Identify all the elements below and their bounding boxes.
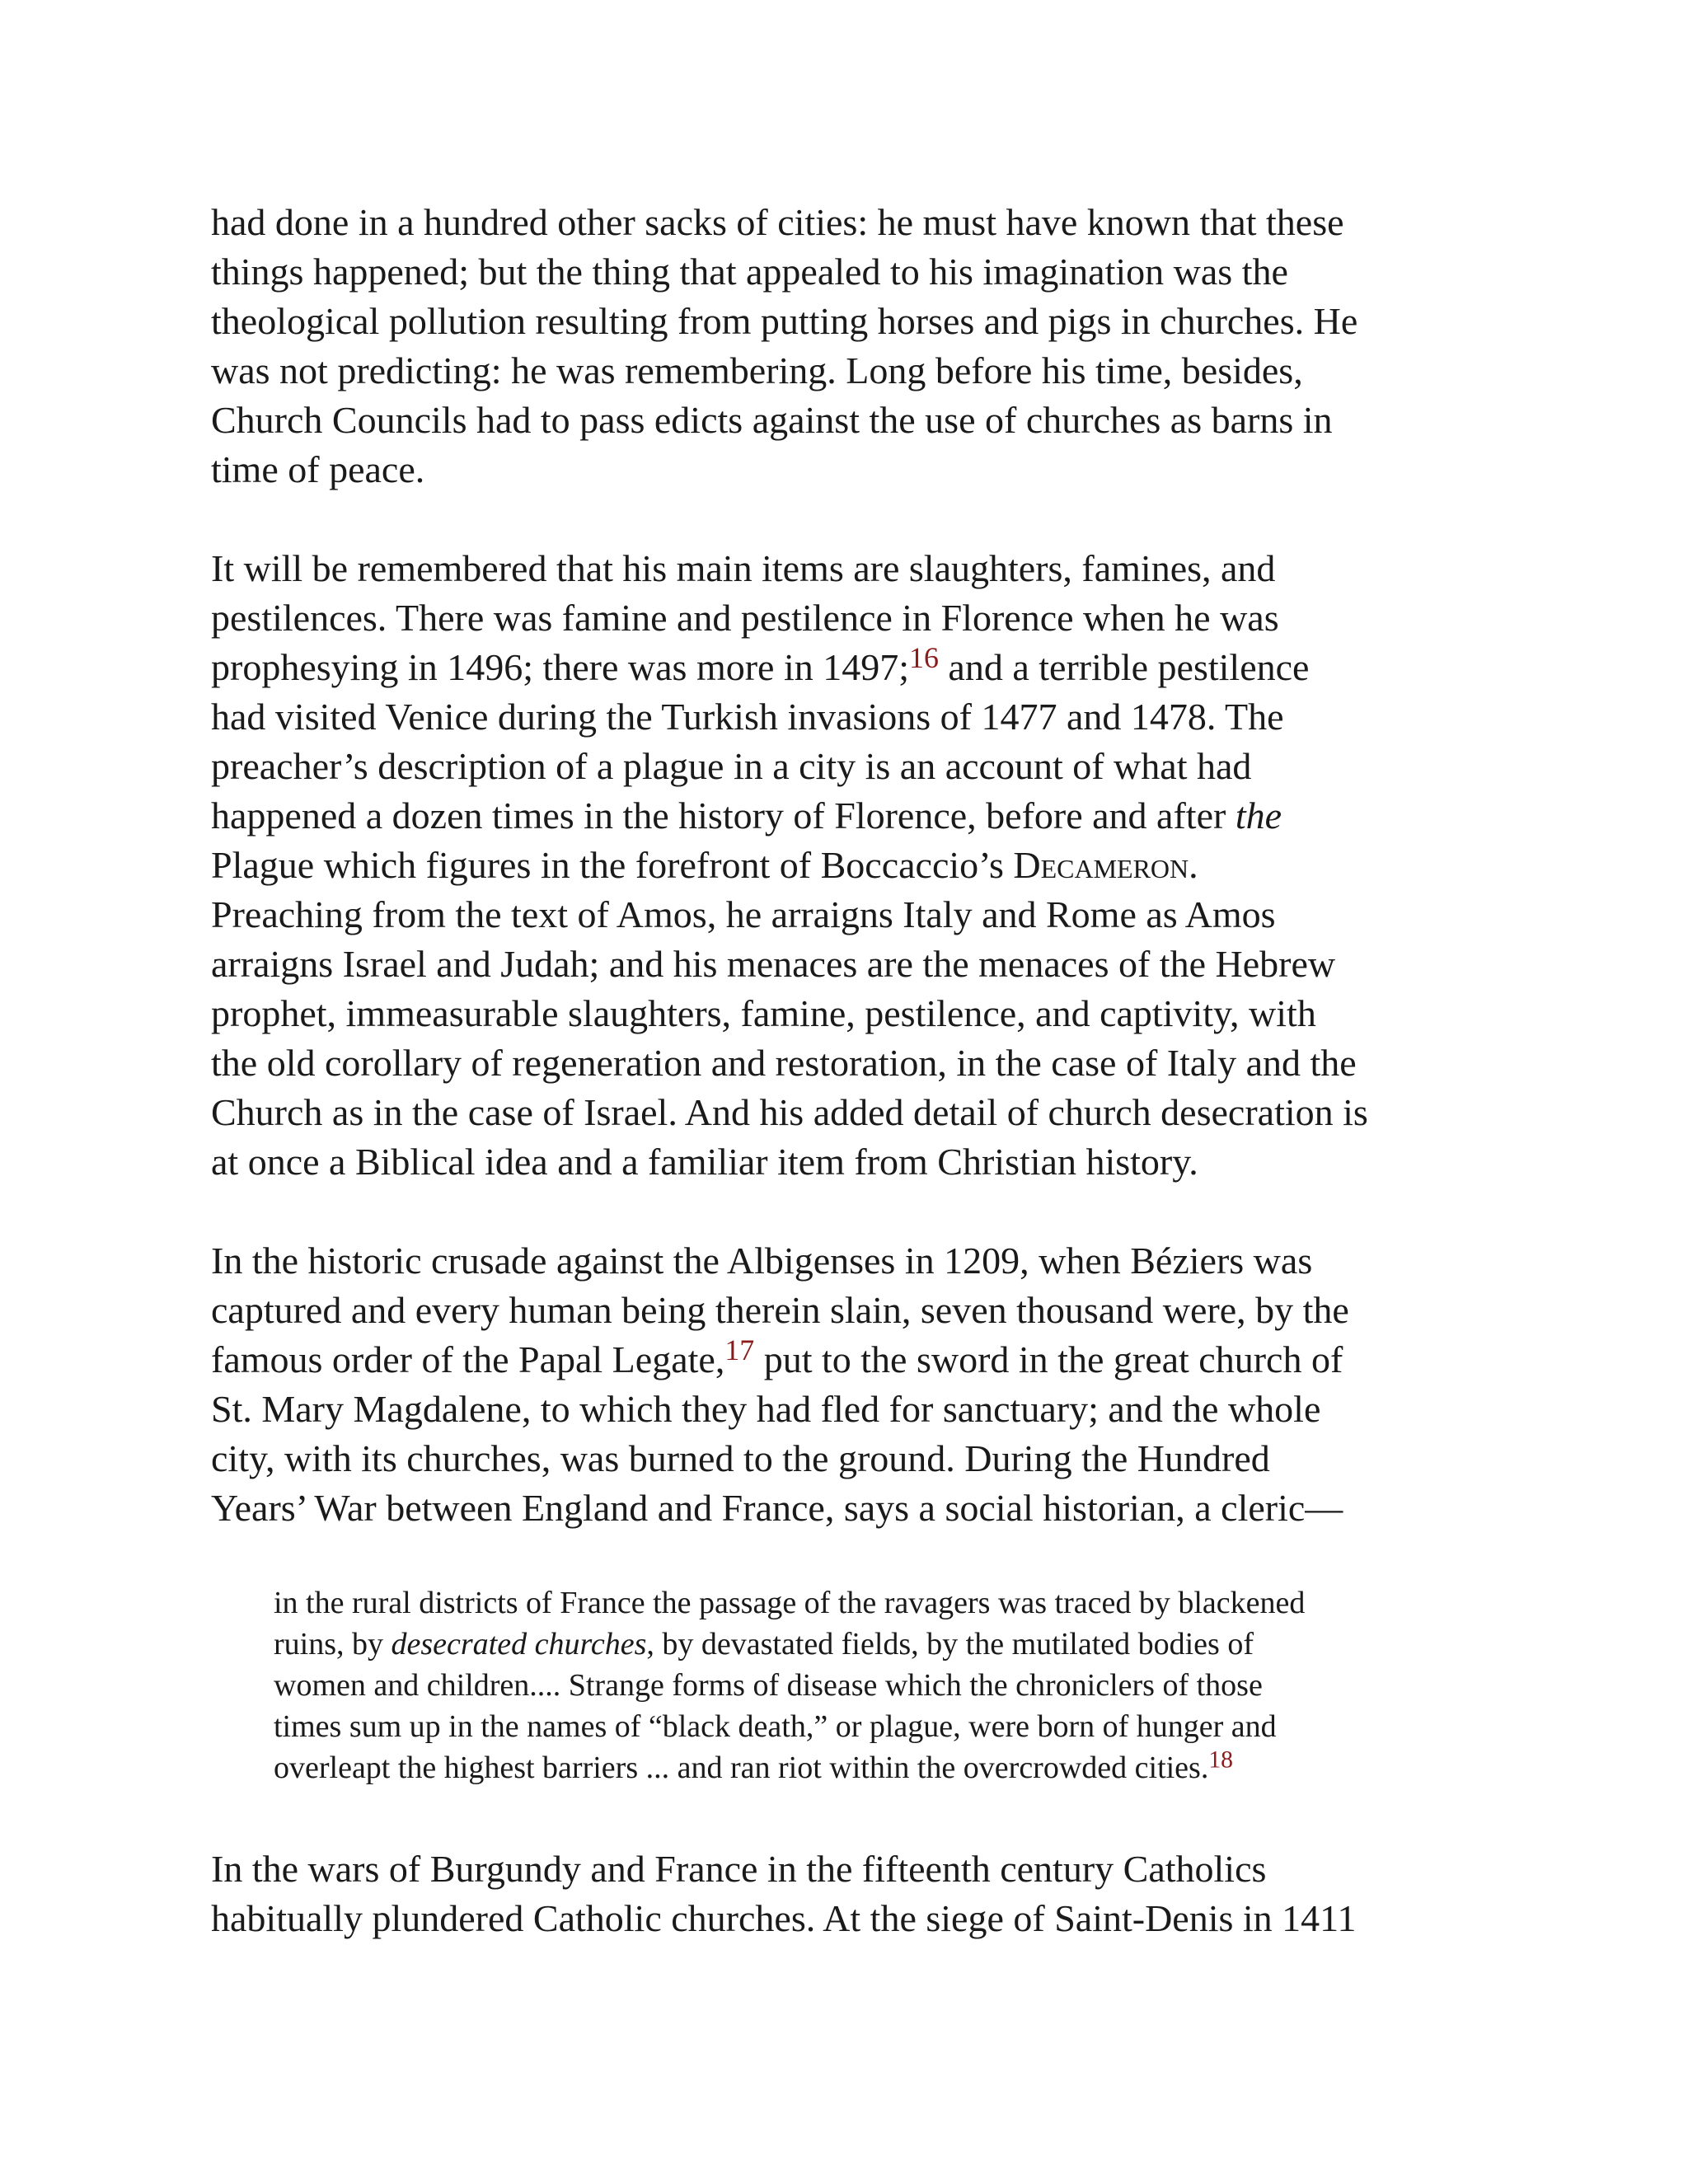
text-line: Church as in the case of Israel. And his added detail of church desecration is [211,1091,1368,1133]
text-line [211,841,1497,890]
text-line: was not predicting: he was remembering. Long before his time, besides, [211,349,1303,391]
paragraph-sacks-of-cities [211,198,1497,494]
text-line: time of peace. [211,448,425,490]
quote-line [274,1747,1497,1788]
text-line: the old corollary of regeneration and restoration, in the case of Italy and the [211,1042,1357,1084]
text-line: theological pollution resulting from putting horses and pigs in churches. He [211,300,1358,342]
text-segment: . [1189,844,1198,886]
text-line: city, with its churches, was burned to the ground. During the Hundred [211,1437,1270,1479]
text-line: arraigns Israel and Judah; and his menaces are the menaces of the Hebrew [211,943,1336,985]
footnote-link-17[interactable]: 17 [724,1333,755,1366]
footnote-link-16[interactable]: 16 [909,640,939,674]
text-line [211,1335,1497,1385]
italic-word: the [1235,794,1282,837]
quote-line: women and children.... Strange forms of disease which the chroniclers of those [274,1668,1263,1703]
text-line: St. Mary Magdalene, to which they had fled for sanctuary; and the whole [211,1388,1321,1430]
paragraph-albigenses [211,1236,1497,1533]
quote-line: times sum up in the names of “black death,” or plague, were born of hunger and [274,1709,1277,1744]
text-line: In the historic crusade against the Albigenses in 1209, when Béziers was [211,1240,1313,1282]
text-line: had visited Venice during the Turkish invasions of 1477 and 1478. The [211,696,1284,738]
text-line: Church Councils had to pass edicts against the use of churches as barns in [211,399,1333,441]
text-segment: prophesying in 1496; there was more in 1497; [211,646,910,688]
text-line: pestilences. There was famine and pestilence in Florence when he was [211,597,1279,639]
footnote-link-18[interactable]: 18 [1208,1746,1233,1774]
quote-line: in the rural districts of France the passage of the ravagers was traced by blackened [274,1586,1306,1620]
text-segment: Plague which figures in the forefront of Boccaccio’s [211,844,1014,886]
text-line [211,640,1497,692]
paragraph-burgundy [211,1844,1497,1943]
text-line [211,791,1497,841]
text-line: at once a Biblical idea and a familiar item from Christian history. [211,1141,1198,1183]
text-segment: ruins, by [274,1627,392,1661]
page-text [211,198,1497,1993]
italic-phrase: desecrated churches [391,1627,647,1661]
block-quotation [274,1582,1497,1788]
book-title-decameron: Decameron [1013,844,1189,886]
text-line: things happened; but the thing that appealed to his imagination was the [211,251,1288,293]
text-line: had done in a hundred other sacks of cities: he must have known that these [211,201,1344,243]
paragraph-slaughters-famines [211,544,1497,1187]
text-segment: famous order of the Papal Legate, [211,1338,725,1380]
text-line: It will be remembered that his main items are slaughters, famines, and [211,547,1276,589]
text-segment: put to the sword in the great church of [754,1338,1343,1380]
text-line: Preaching from the text of Amos, he arraigns Italy and Rome as Amos [211,893,1276,935]
text-line: In the wars of Burgundy and France in the fifteenth century Catholics [211,1848,1267,1890]
quote-line [274,1624,1497,1665]
text-segment: overleapt the highest barriers ... and ran riot within the overcrowded cities. [274,1750,1209,1785]
text-line: preacher’s description of a plague in a city is an account of what had [211,745,1252,787]
text-line: Years’ War between England and France, says a social historian, a cleric— [211,1487,1343,1529]
text-line: captured and every human being therein slain, seven thousand were, by the [211,1289,1349,1331]
text-segment: , by devastated fields, by the mutilated bodies of [646,1627,1254,1661]
text-line: prophet, immeasurable slaughters, famine, pestilence, and captivity, with [211,992,1316,1034]
text-segment: and a terrible pestilence [938,646,1310,688]
text-line: habitually plundered Catholic churches. At the siege of Saint-Denis in 1411 [211,1897,1357,1939]
text-segment: happened a dozen times in the history of Florence, before and after [211,794,1236,837]
